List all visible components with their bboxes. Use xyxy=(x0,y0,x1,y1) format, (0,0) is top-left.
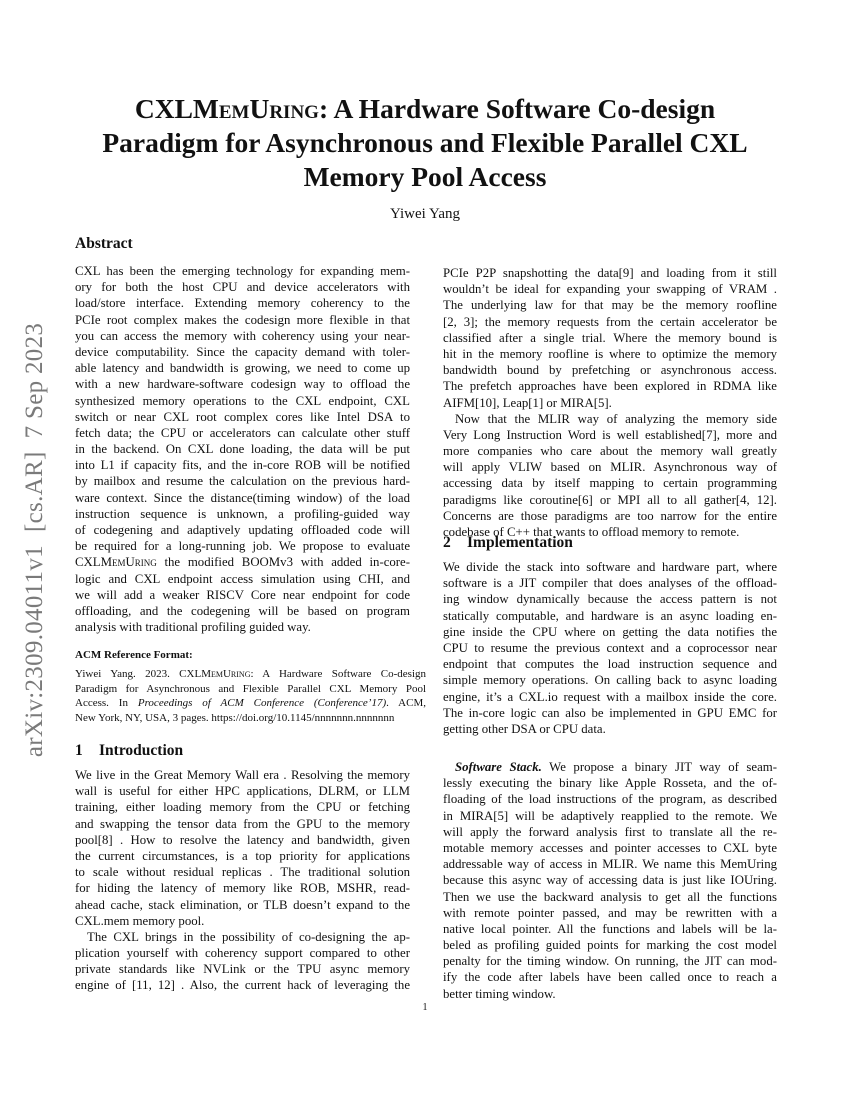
text-line: private standards like NVLink or the TPU async memory xyxy=(75,962,410,977)
text-line: we will add a weaker RISCV Core near endpoint for code xyxy=(75,587,410,602)
text-line: addressable way of access in MLIR. We name this MemUring xyxy=(443,857,777,872)
text-line: will apply VLIW based on MLIR. Asynchronous way of xyxy=(443,460,777,475)
text-line: with a new hardware-software codesign way to offload the xyxy=(75,377,410,392)
text-line: hit in the memory roofline is where to optimize the memory xyxy=(443,346,777,361)
text-line: ware context. Since the distance(timing window) of the load xyxy=(75,490,410,505)
title-line-3: Memory Pool Access xyxy=(303,161,547,192)
text-line: AIFM[10], Leap[1] or MIRA[5]. xyxy=(443,395,612,410)
text-line: CXL.mem memory pool. xyxy=(75,913,205,928)
introduction-body xyxy=(75,767,410,994)
text-line: engine of [11, 12] . Also, the current hack of leveraging the xyxy=(75,978,410,993)
text-line: accessing data by itself mapping to certain programming xyxy=(443,476,777,491)
text-line: Then we use the backward analysis to get all the functions xyxy=(443,889,777,904)
title-system-name-prefix: CXL xyxy=(134,93,193,124)
abstract-body xyxy=(75,263,410,635)
text-line: instruction sequence is unknown, a profiling-guided way xyxy=(75,506,410,521)
section-1-heading xyxy=(75,742,183,760)
text-line: for hiding the latency of memory like ROB, MSHR, read- xyxy=(75,881,410,896)
text-line: able latency and bandwidth is growing, we need to come up xyxy=(75,361,410,376)
text-line: bandwidth bound by prefetching or asynchronous access. xyxy=(443,363,777,378)
paragraph-run-in-heading: Software Stack. xyxy=(455,760,542,774)
text-line: fetch data; the CPU or accelerators can calculate other stuff xyxy=(75,425,410,440)
text-line: more companies who care about the memory wall greatly xyxy=(443,444,777,459)
text-line: to scale without residual replicas . The traditional solution xyxy=(75,865,410,880)
text-line: paradigms like coroutine[6] or MPI all to all gather[4, 12]. xyxy=(443,492,777,507)
text-line: Very Long Instruction Word is well established[7], more and xyxy=(443,427,777,442)
text-line: will apply the forward analysis first to translate all the re- xyxy=(443,824,777,839)
text-line: ify the code after labels have been called once to reach a xyxy=(443,970,777,985)
section-title: Introduction xyxy=(99,742,184,759)
text-line: by mailbox and resume the calculation on the previous hard- xyxy=(75,474,410,489)
text-line: wall is useful for either HPC applications, DLRM, or LLM xyxy=(75,784,410,799)
text-line: be required for a long-running job. We propose to evaluate xyxy=(75,539,410,554)
author: Yiwei Yang xyxy=(389,206,460,222)
acm-reference-heading: ACM Reference Format: xyxy=(75,649,193,661)
arxiv-stamp: arXiv:2309.04011v1 [cs.AR] 7 Sep 2023 xyxy=(21,322,48,758)
text-line: offloading, and the codegening will be based on program xyxy=(75,603,410,618)
text-line: New York, NY, USA, 3 pages. https://doi.org/10.1145/nnnnnnn.nnnnnnn xyxy=(75,711,395,724)
text-line: ory for both the host CPU and device accelerators with xyxy=(75,280,410,295)
text-line xyxy=(75,667,426,682)
text-line: logic and CXL endpoint access simulation using CHI, and xyxy=(75,571,410,586)
text-line: penalty for the timing window. On running, the JIT can mod- xyxy=(443,954,777,969)
text-line xyxy=(443,759,777,775)
text-line: lessly executing the binary like Apple Rosseta, and the of- xyxy=(443,776,777,791)
text-line: getting other DSA or CPU data. xyxy=(443,721,606,736)
text-line: [2, 3]; the memory requests from the certain accelerator be xyxy=(443,314,777,329)
text-run: CXL xyxy=(75,555,101,570)
text-run: We propose a binary JIT way of seam- xyxy=(541,760,777,774)
text-line: CPU to resume the previous context and a coprocessor near xyxy=(443,640,777,655)
text-line: in MIRA[5] will be adaptively reapplied to the remote. We xyxy=(443,808,777,823)
text-line: load/store interface. Extending memory coherency to the xyxy=(75,296,410,311)
text-line: Paradigm for Asynchronous and Flexible Parallel CXL Memory Pool xyxy=(75,682,426,695)
text-run: : A Hardware Software Co-design xyxy=(250,668,426,680)
text-line: engine, it’s a CXL.io request with a mailbox inside the core. xyxy=(443,689,777,704)
text-line: beled as profiling guided points for marking the cost model xyxy=(443,938,777,953)
text-line: The in-core logic can also be implemented in GPU EMC for xyxy=(443,705,777,720)
section-2-heading xyxy=(443,534,573,552)
text-line xyxy=(75,696,426,711)
text-line: statically computable, and hardware is an async loading en- xyxy=(443,608,777,623)
text-run: Access. In xyxy=(75,697,138,710)
text-line: PCIe P2P snapshotting the data[9] and loading from it still xyxy=(443,266,777,280)
text-line xyxy=(75,554,410,570)
text-line: because this async way of accessing data is just like IOUring. xyxy=(443,873,777,888)
text-line: better timing window. xyxy=(443,986,556,1001)
text-line: We divide the stack into software and hardware part, where xyxy=(443,560,777,574)
title-system-name-smallcaps: MemUring xyxy=(192,93,319,124)
text-line: Concerns are those paradigms are too narrow for the entire xyxy=(443,508,777,523)
text-line: native local pointer. All the functions and labels will be la- xyxy=(443,921,777,936)
abstract-heading: Abstract xyxy=(75,235,133,252)
text-line: of codegening and adaptively updating offloaded code will xyxy=(75,523,410,537)
text-line: The underlying law for that may be the memory roofline xyxy=(443,298,777,313)
text-line: pool[8] . How to resolve the latency and bandwidth, given xyxy=(75,832,410,847)
text-line: floading of the load instructions of the program, as described xyxy=(443,792,777,807)
text-line: training, either loading memory from the CPU or fetching xyxy=(75,800,410,815)
introduction-continued-body xyxy=(443,265,777,540)
acm-reference-body xyxy=(75,667,426,725)
page-number: 1 xyxy=(422,1002,428,1013)
section-title: Implementation xyxy=(467,534,573,551)
text-line: software is a JIT compiler that does analyses of the offload- xyxy=(443,576,777,591)
text-line: you can access the memory with coherency using your near- xyxy=(75,328,410,343)
text-line: and swapping the tensor data from the GPU to the memory xyxy=(75,816,410,831)
text-run: Proceedings of ACM Conference (Conference’17) xyxy=(137,697,387,710)
title-line-1 xyxy=(40,92,810,126)
text-line: Now that the MLIR way of analyzing the memory side xyxy=(455,411,777,426)
text-run: . ACM, xyxy=(386,697,426,710)
text-run: the modified BOOMv3 with added in-core- xyxy=(156,555,410,570)
text-line: plication yourself with coherency support compared to other xyxy=(75,946,410,961)
title-line-1-rest: : A Hardware Software Co-design xyxy=(318,93,716,124)
text-line: PCIe root complex makes the codesign more flexible in that xyxy=(75,312,410,327)
text-line: ing window dynamically because the access pattern is not xyxy=(443,592,777,607)
text-line: wouldn’t be ideal for expanding your swapping of VRAM . xyxy=(443,282,777,297)
text-line: CXL has been the emerging technology for expanding mem- xyxy=(75,264,410,278)
text-line: with remote pointer passed, and may be rewritten with a xyxy=(443,905,777,920)
title-line-2: Paradigm for Asynchronous and Flexible Parallel CXL xyxy=(102,127,748,158)
text-line: We live in the Great Memory Wall era . Resolving the memory xyxy=(75,768,410,782)
text-line: analysis with traditional profiling guided way. xyxy=(75,620,311,635)
text-line: the current circumstances, is a top priority for applications xyxy=(75,848,410,863)
text-line: synthesized memory operations to the CXL endpoint, CXL xyxy=(75,393,410,408)
section-number: 1 xyxy=(75,742,83,759)
text-line: endpoint that computes the load instruction sequence and xyxy=(443,657,777,672)
text-line: The prefetch approaches have been explored in RDMA like xyxy=(443,379,777,394)
text-run: MemUring xyxy=(201,668,251,680)
text-line: into L1 if capacity fits, and the in-core ROB will be notified xyxy=(75,458,410,473)
text-line: gine inside the CPU where on getting the data notifies the xyxy=(443,624,777,639)
paper-title xyxy=(40,92,810,194)
text-line: switch or near CXL root complex cores like Intel DSA to xyxy=(75,409,410,424)
section-number: 2 xyxy=(443,534,451,551)
text-run: MemUring xyxy=(100,555,157,570)
software-stack-body xyxy=(443,759,777,1002)
text-line: in the backend. On CXL done loading, the data will be put xyxy=(75,442,410,457)
text-line: simple memory operations. On calling back to async loading xyxy=(443,673,777,688)
text-line: classified after a single trial. Where the memory bound is xyxy=(443,330,777,345)
text-run: Yiwei Yang. 2023. CXL xyxy=(75,668,202,680)
text-line: codebase of C++ that wants to offload memory to remote. xyxy=(443,525,740,539)
text-line: The CXL brings in the possibility of co-designing the ap- xyxy=(87,929,410,944)
text-line: ahead cache, stack elimination, or TLB doesn’t expand to the xyxy=(75,897,410,912)
implementation-body xyxy=(443,559,777,737)
text-line: motable memory accesses and pointer accesses to CXL byte xyxy=(443,840,777,855)
text-line: device computability. Since the capacity demand with toler- xyxy=(75,344,410,359)
